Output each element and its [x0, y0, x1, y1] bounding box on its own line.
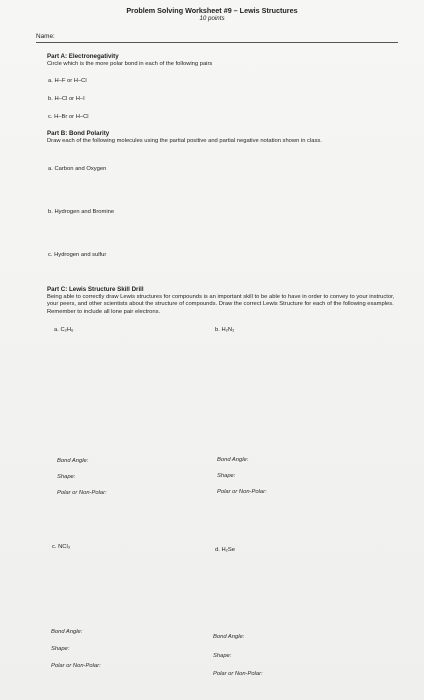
part-c-instruction: Being able to correctly draw Lewis structures for compounds is an important skill to be able to have in order to convey to your instructor, your peers, and other scientists about the structure of compounds. Draw the correct Lewis Structure for each of the following examples. Remember to include all lone pair electrons.	[47, 294, 395, 315]
polarity-label: Polar or Non-Polar:	[213, 671, 263, 677]
part-a-instruction: Circle which is the more polar bond in each of the following pairs	[47, 61, 213, 67]
bond-angle-label: Bond Angle:	[213, 634, 245, 640]
part-c-heading: Part C: Lewis Structure Skill Drill	[47, 286, 144, 293]
polarity-label: Polar or Non-Polar:	[51, 663, 101, 669]
shape-label: Shape:	[217, 473, 236, 479]
name-line	[36, 42, 398, 43]
bond-angle-label: Bond Angle:	[217, 457, 249, 463]
name-label: Name:	[36, 33, 55, 40]
part-b-instruction: Draw each of the following molecules using the partial positive and partial negative notation shown in class.	[47, 138, 322, 144]
part-b-item: a. Carbon and Oxygen	[48, 166, 107, 172]
molecule-c: c. NCl₃	[52, 544, 71, 550]
molecule-a: a. C₂H₆	[54, 327, 74, 333]
shape-label: Shape:	[213, 653, 232, 659]
part-b-item: b. Hydrogen and Bromine	[48, 209, 115, 215]
bond-angle-label: Bond Angle:	[51, 629, 83, 635]
part-a-item: c. H–Br or H–Cl	[48, 114, 89, 120]
polarity-label: Polar or Non-Polar:	[217, 489, 267, 495]
shape-label: Shape:	[57, 474, 76, 480]
worksheet-title: Problem Solving Worksheet #9 – Lewis Structures	[126, 6, 298, 15]
part-b-item: c. Hydrogen and sulfur	[48, 252, 107, 258]
part-a-heading: Part A: Electronegativity	[47, 53, 119, 60]
shape-label: Shape:	[51, 646, 70, 652]
part-a-item: b. H–Cl or H–I	[48, 96, 85, 102]
bond-angle-label: Bond Angle:	[57, 458, 89, 464]
polarity-label: Polar or Non-Polar:	[57, 490, 107, 496]
part-a-item: a. H–F or H–Cl	[48, 78, 87, 84]
points-label: 10 points	[199, 15, 225, 22]
molecule-d: d. H₂Se	[215, 547, 235, 553]
molecule-b: b. H₂N₂	[215, 327, 235, 333]
part-b-heading: Part B: Bond Polarity	[47, 130, 110, 137]
